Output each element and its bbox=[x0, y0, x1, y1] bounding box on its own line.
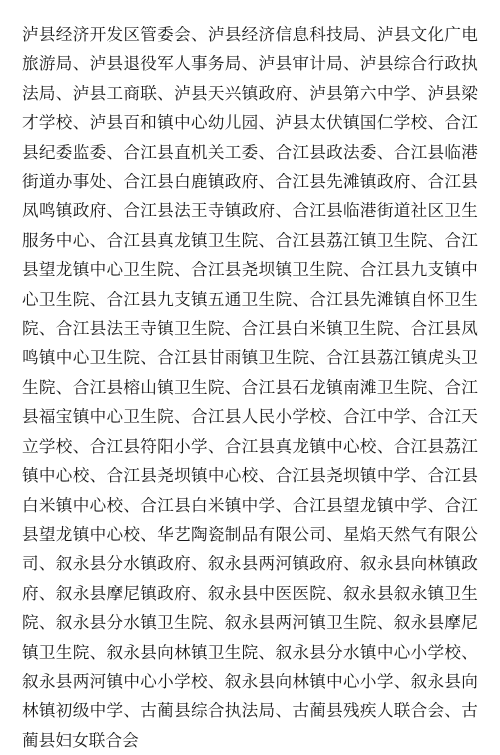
organization-list-paragraph: 泸县经济开发区管委会、泸县经济信息科技局、泸县文化广电旅游局、泸县退役军人事务局、泸县审计局、泸县综合行政执法局、泸县工商联、泸县天兴镇政府、泸县第六中学、泸县梁才学校、泸县百和镇中心幼儿园、泸县太伏镇国仁学校、合江县纪委监委、合江县直机关工委、合江县政法委、合江县临港街道办事处、合江县白鹿镇政府、合江县先滩镇政府、合江县凤鸣镇政府、合江县法王寺镇政府、合江县临港街道社区卫生服务中心、合江县真龙镇卫生院、合江县荔江镇卫生院、合江县望龙镇中心卫生院、合江县尧坝镇卫生院、合江县九支镇中心卫生院、合江县九支镇五通卫生院、合江县先滩镇自怀卫生院、合江县法王寺镇卫生院、合江县白米镇卫生院、合江县凤鸣镇中心卫生院、合江县甘雨镇卫生院、合江县荔江镇虎头卫生院、合江县榕山镇卫生院、合江县石龙镇南滩卫生院、合江县福宝镇中心卫生院、合江县人民小学校、合江中学、合江天立学校、合江县符阳小学、合江县真龙镇中心校、合江县荔江镇中心校、合江县尧坝镇中心校、合江县尧坝镇中学、合江县白米镇中心校、合江县白米镇中学、合江县望龙镇中学、合江县望龙镇中心校、华艺陶瓷制品有限公司、星焰天然气有限公司、叙永县分水镇政府、叙永县两河镇政府、叙永县向林镇政府、叙永县摩尼镇政府、叙永县中医医院、叙永县叙永镇卫生院、叙永县分水镇卫生院、叙永县两河镇卫生院、叙永县摩尼镇卫生院、叙永县向林镇卫生院、叙永县分水镇中心小学校、叙永县两河镇中心小学校、叙永县向林镇中心小学、叙永县向林镇初级中学、古蔺县综合执法局、古蔺县残疾人联合会、古蔺县妇女联合会 bbox=[22, 25, 478, 750]
